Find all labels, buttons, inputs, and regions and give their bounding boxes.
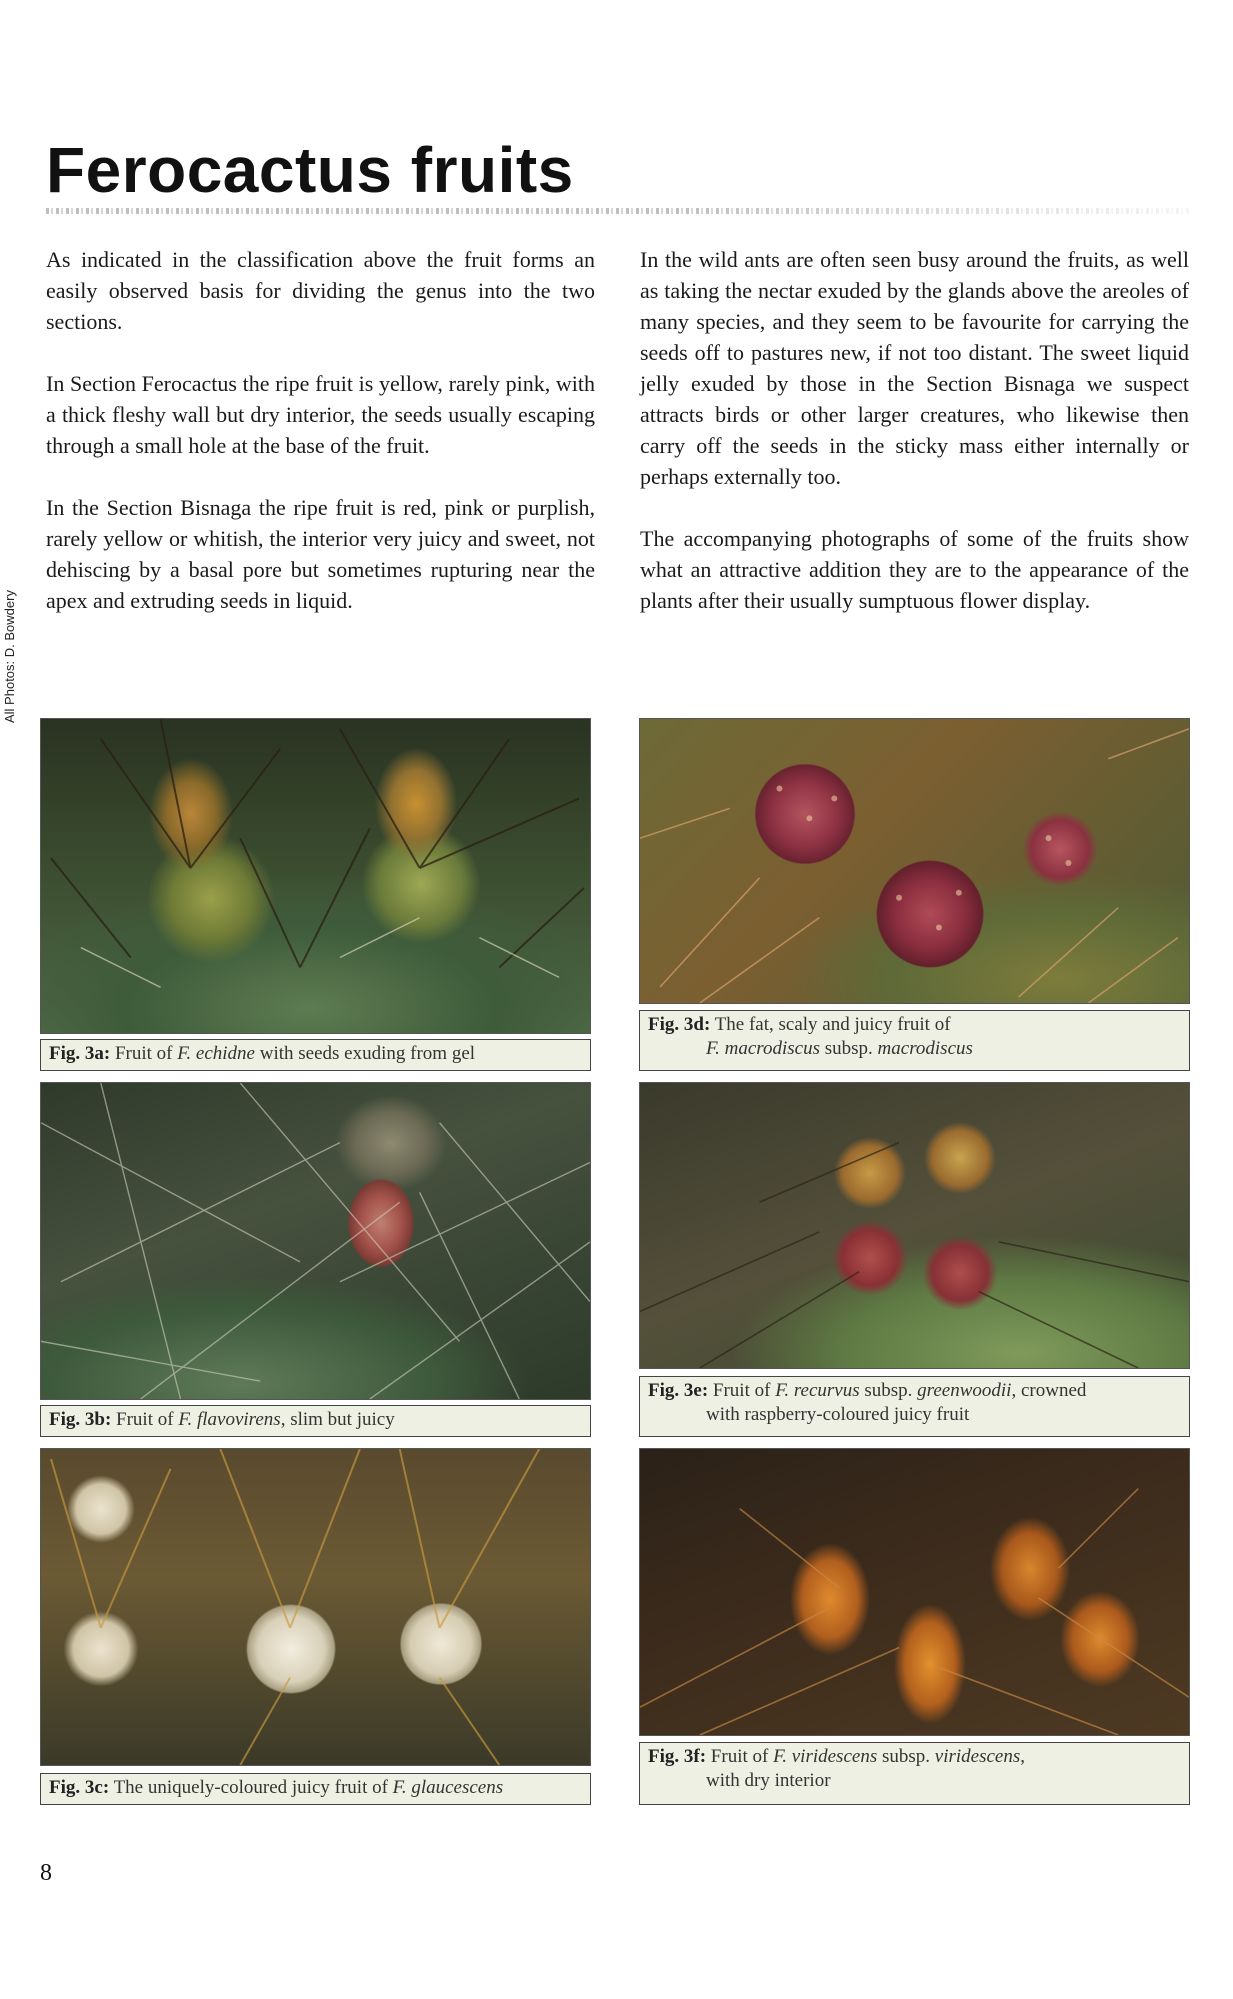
caption-text: The fat, scaly and juicy fruit of [710,1014,951,1035]
caption-line-2 [648,1037,1181,1061]
caption-line-2: with dry interior [706,1770,831,1791]
paragraph: In the Section Bisnaga the ripe fruit is red, pink or purplish, rarely yellow or whitish, the interior very juicy and sweet, not dehiscing by a basal pore but sometimes rupturing near the apex and extruding seeds in liquid. [46,495,595,613]
caption-label: Fig. 3a: [49,1043,111,1064]
caption-text: Fruit of [706,1746,774,1767]
caption-text: subsp. [820,1038,878,1059]
caption-text: with seeds exuding from gel [255,1043,476,1064]
spines-overlay [41,719,590,1033]
caption-text: , crowned [1011,1380,1087,1401]
caption-text: Fruit of [708,1380,776,1401]
caption-text: The uniquely-coloured juicy fruit of [109,1777,393,1798]
right-text-column [640,244,1189,647]
caption-label: Fig. 3c: [49,1777,110,1798]
caption-label: Fig. 3e: [648,1380,709,1401]
species-name: F. macrodiscus [706,1038,820,1059]
species-name: F. viridescens [773,1746,878,1767]
caption-label: Fig. 3f: [648,1746,707,1767]
paragraph: The accompanying photographs of some of the fruits show what an attractive addition they are to the appearance of the plants after their usually sumptuous flower display. [640,526,1189,613]
caption-text: Fruit of [110,1043,178,1064]
paragraph: As indicated in the classification above the fruit forms an easily observed basis for dividing the genus into the two sections. [46,247,595,334]
photo-fig-3e [639,1082,1190,1369]
species-name: F. flavovirens [178,1409,281,1430]
caption-line-2: with raspberry-coloured juicy fruit [706,1404,970,1425]
paragraph: In Section Ferocactus the ripe fruit is yellow, rarely pink, with a thick fleshy wall but dry interior, the seeds usually escaping through a small hole at the base of the fruit. [46,371,595,458]
subspecies-name: viridescens [934,1746,1021,1767]
caption-text: , [1020,1746,1025,1767]
caption-label: Fig. 3b: [49,1409,112,1430]
caption-fig-3b [40,1405,591,1437]
photo-fig-3b [40,1082,591,1400]
caption-text: , slim but juicy [280,1409,395,1430]
caption-text: subsp. [859,1380,918,1401]
title-underline [46,208,1190,214]
caption-fig-3f [639,1742,1190,1805]
species-name: F. echidne [177,1043,255,1064]
caption-label: Fig. 3d: [648,1014,711,1035]
caption-fig-3d [639,1010,1190,1071]
photo-fig-3d [639,718,1190,1004]
species-name: F. glaucescens [392,1777,504,1798]
spines-overlay [640,1083,1189,1368]
caption-fig-3e [639,1376,1190,1437]
spines-overlay [640,719,1189,1003]
species-name: F. recurvus [775,1380,860,1401]
page-title: Ferocactus fruits [46,134,574,206]
photo-fig-3a [40,718,591,1034]
caption-fig-3a [40,1039,591,1071]
spines-overlay [41,1083,590,1399]
caption-fig-3c [40,1773,591,1805]
paragraph: In the wild ants are often seen busy around the fruits, as well as taking the nectar exuded by the glands above the areoles of many species, and they seem to be favourite for carrying the seeds off to pastures new, if not too distant. The sweet liquid jelly exuded by those in the Section Bisnaga we suspect attracts birds or other larger creatures, who likewise then carry off the seeds in the sticky mass either internally or perhaps externally too. [640,247,1189,489]
spines-overlay [41,1449,590,1765]
photo-fig-3c [40,1448,591,1766]
caption-text: subsp. [877,1746,935,1767]
left-text-column [46,244,595,647]
caption-text: Fruit of [111,1409,179,1430]
spines-overlay [640,1449,1189,1735]
page-number: 8 [40,1860,52,1886]
subspecies-name: greenwoodii [917,1380,1012,1401]
photo-fig-3f [639,1448,1190,1736]
subspecies-name: macrodiscus [877,1038,973,1059]
photo-credit: All Photos: D. Bowdery [2,590,17,723]
